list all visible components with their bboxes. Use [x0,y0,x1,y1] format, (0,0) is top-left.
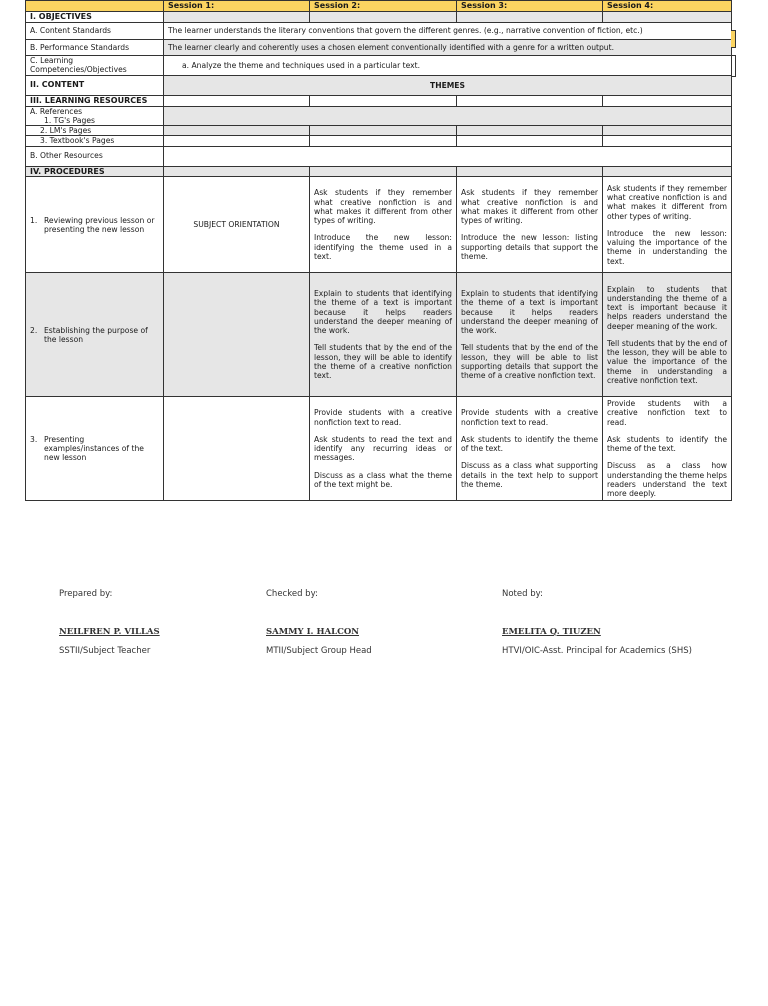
tg-pages-label: 1. TG's Pages [44,115,95,125]
resources-heading: III. LEARNING RESOURCES [26,95,164,106]
procedure-2-session-2: Explain to students that identifying the theme of a text is important because it helps readers understand the deeper meaning of the work. Tell students that by the end of the lesson, they will be able to identify the theme of a creative nonfiction text. [310,273,457,397]
prepared-by-title: SSTII/Subject Teacher [59,646,151,656]
performance-standards-value: The learner clearly and coherently uses a chosen element conventionally identified with a genre for a written output. [164,39,732,55]
session-2-header: Session 2: [310,1,457,12]
prepared-by-name: NEILFREN P. VILLAS [59,627,160,637]
noted-by-name: EMELITA Q. TIUZEN [502,627,601,637]
textbook-pages-label: 3. Textbook's Pages [26,136,164,146]
objectives-heading: I. OBJECTIVES [26,11,164,22]
noted-by-title: HTVI/OIC-Asst. Principal for Academics (SHS) [502,646,692,656]
content-standards-value: The learner understands the literary conventions that govern the different genres. (e.g., narrative convention of fiction, etc.) [164,22,732,39]
procedure-3-session-3: Provide students with a creative nonfiction text to read. Ask students to identify the theme of the text. Discuss as a class what supporting details in the text help to support the theme. [457,397,603,501]
performance-standards-label: B. Performance Standards [26,39,164,55]
procedure-3-session-4: Provide students with a creative nonfiction text to read. Ask students to identify the theme of the text. Discuss as a class how understanding the theme helps readers understand the text more deeply. [603,397,732,501]
procedure-2-session-3: Explain to students that identifying the theme of a text is important because it helps readers understand the deeper meaning of the work. Tell students that by the end of the lesson, they will be able to list supporting details that support the theme of a creative nonfiction text. [457,273,603,397]
procedure-1-session-2: Ask students if they remember what creative nonfiction is and what makes it different from other types of writing. Introduce the new lesson: identifying the theme used in a text. [310,177,457,273]
lm-pages-label: 2. LM's Pages [26,126,164,136]
references-label: A. References [30,106,83,116]
other-resources-label: B. Other Resources [26,146,164,166]
procedure-3-label: 3. Presenting examples/instances of the new lesson [26,397,164,501]
competencies-label: C. Learning Competencies/Objectives [26,55,164,75]
checked-by-label: Checked by: [266,589,318,599]
session-4-header: Session 4: [603,1,732,12]
procedure-1-session-3: Ask students if they remember what creative nonfiction is and what makes it different from other types of writing. Introduce the new lesson: listing supporting details that support the theme. [457,177,603,273]
checked-by-title: MTII/Subject Group Head [266,646,372,656]
session-1-header: Session 1: [164,1,310,12]
session-3-header: Session 3: [457,1,603,12]
procedure-1-label: 1. Reviewing previous lesson or presenting the new lesson [26,177,164,273]
procedure-2-label: 2. Establishing the purpose of the lesson [26,273,164,397]
content-value: THEMES [164,75,732,95]
checked-by-name: SAMMY I. HALCON [266,627,360,637]
procedure-3-session-2: Provide students with a creative nonfiction text to read. Ask students to read the text and identify any recurring ideas or messages. Discuss as a class what the theme of the text might be. [310,397,457,501]
procedure-2-session-4: Explain to students that understanding the theme of a text is important because it helps readers understand the deeper meaning of the work. Tell students that by the end of the lesson, they will be able to value the importance of the theme in understanding a creative nonfiction text. [603,273,732,397]
noted-by-label: Noted by: [502,589,543,599]
procedures-heading: IV. PROCEDURES [26,166,164,177]
procedure-1-session-1: SUBJECT ORIENTATION [164,177,310,273]
competencies-value: a. Analyze the theme and techniques used in a particular text. [164,55,732,75]
prepared-by-label: Prepared by: [59,589,113,599]
procedure-1-session-4: Ask students if they remember what creative nonfiction is and what makes it different from other types of writing. Introduce the new lesson: valuing the importance of the theme in understanding the text. [603,177,732,273]
content-standards-label: A. Content Standards [26,22,164,39]
content-heading: II. CONTENT [26,75,164,95]
